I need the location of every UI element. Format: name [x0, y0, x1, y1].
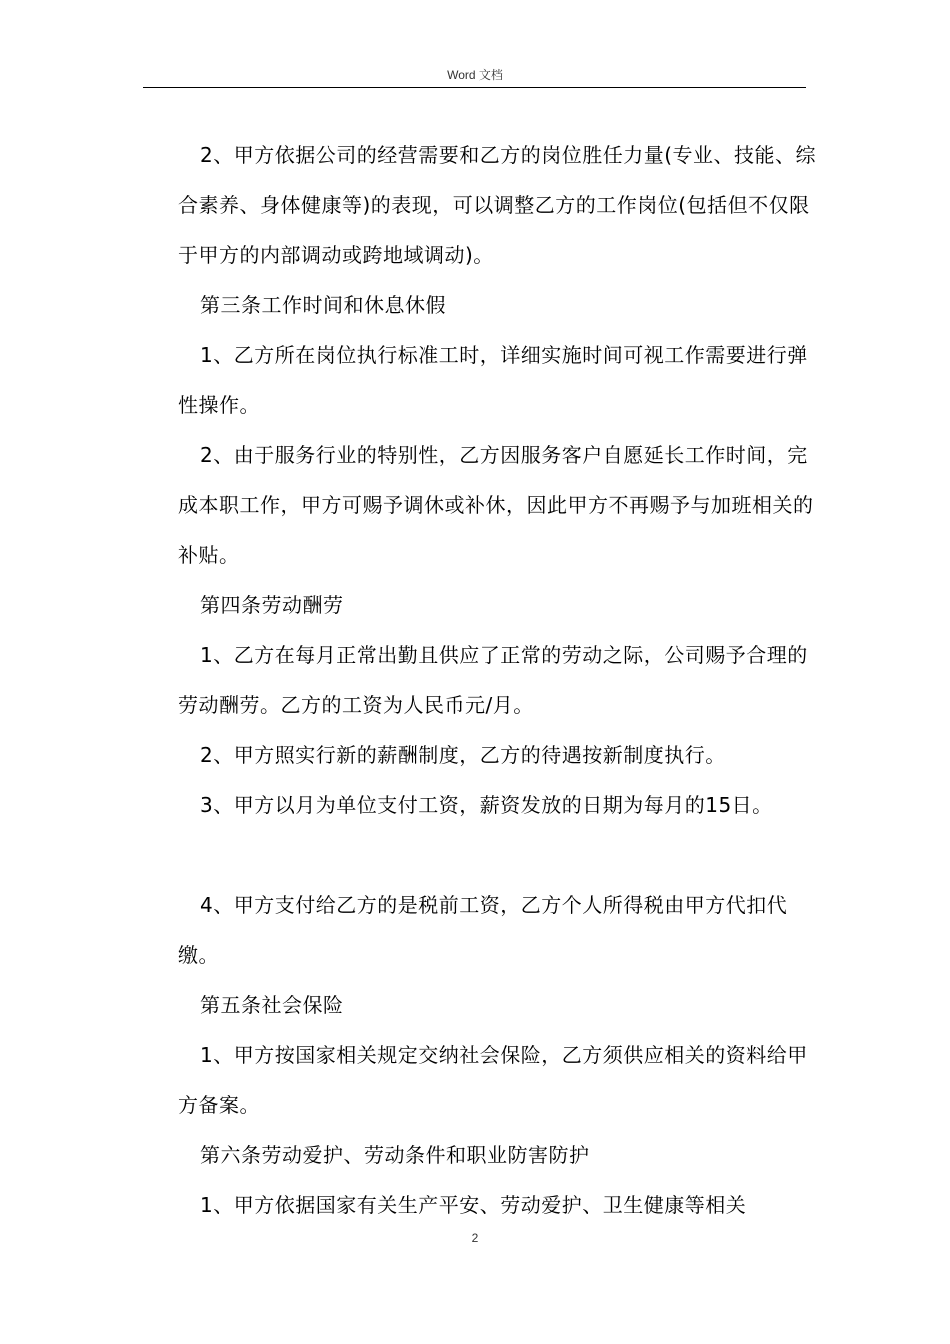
- section-heading: 第五条社会保险: [200, 993, 344, 1017]
- paragraph: 4、甲方支付给乙方的是税前工资，乙方个人所得税由甲方代扣代缴。: [178, 893, 788, 967]
- page-number: 2: [471, 1231, 479, 1245]
- paragraph: 1、乙方所在岗位执行标准工时，详细实施时间可视工作需要进行弹性操作。: [178, 343, 808, 417]
- page-header: Word 文档: [447, 68, 503, 82]
- paragraph: 1、甲方依据国家有关生产平安、劳动爱护、卫生健康等相关: [200, 1193, 747, 1217]
- paragraph: 2、由于服务行业的特别性，乙方因服务客户自愿延长工作时间，完成本职工作，甲方可赐予调休或补休，因此甲方不再赐予与加班相关的补贴。: [178, 443, 814, 567]
- paragraph: 3、甲方以月为单位支付工资，薪资发放的日期为每月的15日。: [200, 793, 773, 817]
- paragraph: 1、乙方在每月正常出勤且供应了正常的劳动之际，公司赐予合理的劳动酬劳。乙方的工资为人民币元/月。: [178, 643, 808, 717]
- section-heading: 第三条工作时间和休息休假: [200, 293, 446, 317]
- paragraph: 2、甲方照实行新的薪酬制度，乙方的待遇按新制度执行。: [200, 743, 726, 767]
- document-body: [178, 130, 818, 1230]
- paragraph: 1、甲方按国家相关规定交纳社会保险，乙方须供应相关的资料给甲方备案。: [178, 1043, 808, 1117]
- paragraph: 2、甲方依据公司的经营需要和乙方的岗位胜任力量(专业、技能、综合素养、身体健康等)的表现，可以调整乙方的工作岗位(包括但不仅限于甲方的内部调动或跨地域调动)。: [178, 143, 817, 267]
- header-divider: [143, 87, 806, 88]
- section-heading: 第六条劳动爱护、劳动条件和职业防害防护: [200, 1143, 590, 1167]
- section-heading: 第四条劳动酬劳: [200, 593, 344, 617]
